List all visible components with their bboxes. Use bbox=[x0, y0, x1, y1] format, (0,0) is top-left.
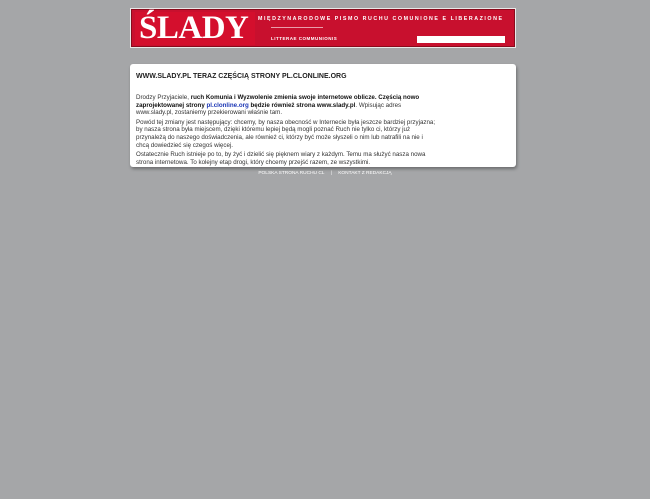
search-input[interactable] bbox=[417, 36, 505, 43]
footer-links bbox=[0, 171, 650, 176]
notice-paragraph-1 bbox=[136, 94, 436, 117]
notice-p1-bold-1: ruch Komunia i Wyzwolenie zmienia swoje internetowe oblicze. Częścią nowo zaprojektowanej strony bbox=[136, 94, 420, 109]
notice-title: WWW.SLADY.PL TERAZ CZĘŚCIĄ STRONY PL.CLONLINE.ORG bbox=[136, 73, 347, 80]
notice-card bbox=[130, 64, 516, 167]
notice-p1-intro: Drodzy Przyjaciele, bbox=[136, 94, 191, 101]
notice-paragraph-2: Powód tej zmiany jest następujący: chcemy, by nasza obecność w Internecie była jeszcze bardziej przyjazna; by nasza strona była miejscem, dzięki któremu lepiej będą mogli poznać Ruch nie tylko ci, którzy już przynależą do naszego doświadczenia, ale również ci, którzy być może słyszeli o nim lub natrafili na nie i chcą dowiedzieć się czegoś więcej. bbox=[136, 118, 436, 149]
footer-separator: | bbox=[330, 171, 332, 176]
logo-container[interactable] bbox=[135, 12, 255, 45]
notice-paragraph-3: Ostatecznie Ruch istnieje po to, by żyć i dzielić się pięknem wiary z każdym. Temu ma służyć nasza nowa strona internetowa. To kolejny etap drogi, który chcemy przejść razem, ze wszystkimi. bbox=[136, 151, 426, 166]
footer-link-polish-site[interactable]: POLSKA STRONA RUCHU CL bbox=[258, 171, 325, 176]
slady-logo[interactable]: ŚLADY bbox=[139, 10, 249, 46]
header-subline: LITTERAE COMMUNIONIS bbox=[271, 36, 338, 41]
notice-p1-bold-2: będzie również strona www.slady.pl bbox=[248, 101, 356, 109]
header-banner bbox=[130, 8, 516, 48]
header-divider bbox=[271, 27, 323, 28]
footer-link-contact[interactable]: KONTAKT Z REDAKCJĄ bbox=[338, 171, 392, 176]
header-tagline: MIĘDZYNARODOWE PISMO RUCHU COMUNIONE E LIBERAZIONE bbox=[258, 16, 504, 22]
clonline-link[interactable]: pl.clonline.org bbox=[206, 101, 249, 109]
notice-p1-rest: . Wpisując adres www.slady.pl, zostaniemy przekierowani właśnie tam. bbox=[136, 101, 402, 117]
